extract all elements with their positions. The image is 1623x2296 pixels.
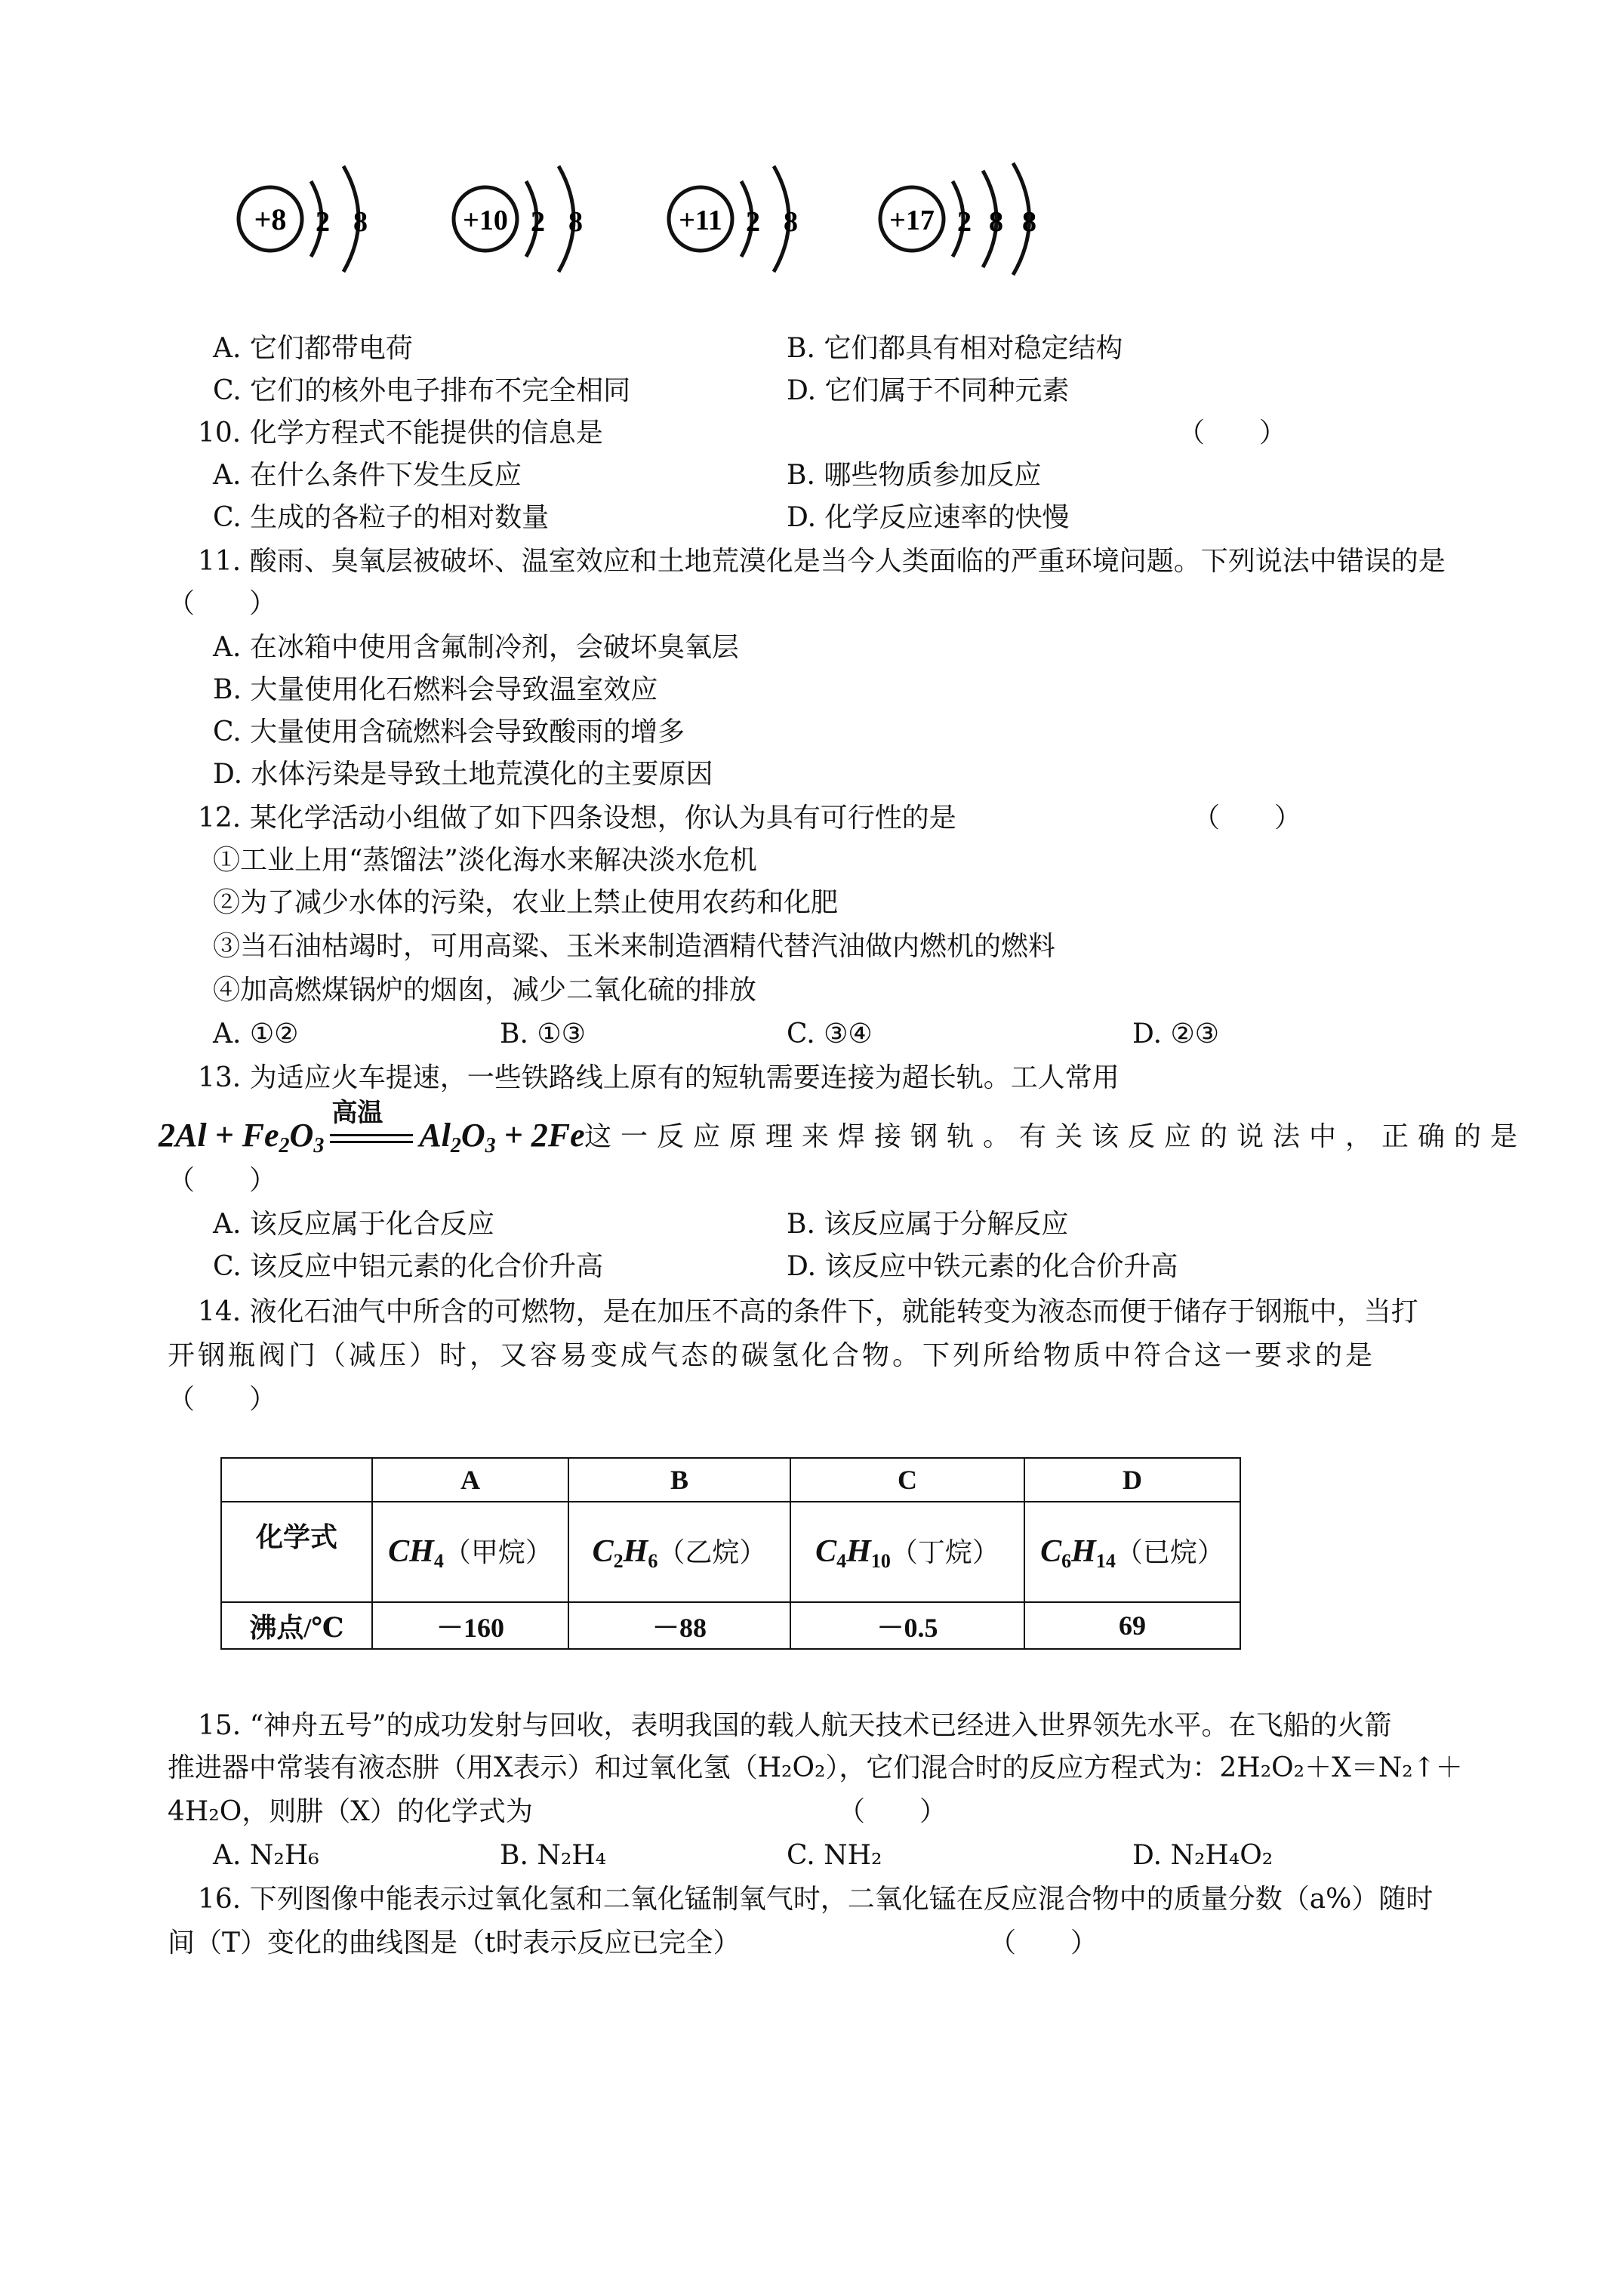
table-header-c: C bbox=[790, 1458, 1024, 1502]
q12-stem: 12. 某化学活动小组做了如下四条设想，你认为具有可行性的是 bbox=[198, 803, 956, 834]
q15-stem-line1: 15. “神舟五号”的成功发射与回收，表明我国的载人航天技术已经进入世界领先水平。在飞船的火箭 bbox=[198, 1710, 1392, 1741]
svg-text:8: 8 bbox=[1022, 206, 1036, 238]
q13-option-b: B. 该反应属于分解反应 bbox=[787, 1209, 1069, 1240]
q11-stem: 11. 酸雨、臭氧层被破坏、温室效应和土地荒漠化是当今人类面临的严重环境问题。下列说法中错误的是 bbox=[198, 546, 1446, 577]
q10-option-b: B. 哪些物质参加反应 bbox=[787, 460, 1042, 491]
q15-option-d: D. N₂H₄O₂ bbox=[1132, 1840, 1273, 1871]
row-label-boiling-point: 沸点/℃ bbox=[221, 1602, 372, 1649]
q13-option-a: A. 该反应属于化合反应 bbox=[213, 1209, 494, 1240]
q12-statement-1: ①工业上用“蒸馏法”淡化海水来解决淡水危机 bbox=[213, 845, 757, 876]
svg-text:2: 2 bbox=[316, 206, 330, 238]
svg-text:8: 8 bbox=[568, 206, 583, 238]
reaction-condition: 高温 bbox=[331, 1097, 383, 1128]
q10-option-a: A. 在什么条件下发生反应 bbox=[213, 460, 522, 491]
q12-option-d: D. ②③ bbox=[1132, 1019, 1220, 1049]
formula-c: $C_4H_{10}$（丁烷） bbox=[790, 1502, 1024, 1602]
svg-text:+11: +11 bbox=[679, 205, 722, 236]
q16-stem-line1: 16. 下列图像中能表示过氧化氢和二氧化锰制氧气时，二氧化锰在反应混合物中的质量分数（a%）随时 bbox=[198, 1884, 1434, 1915]
boiling-point-c: －0.5 bbox=[790, 1602, 1024, 1649]
q11-option-d: D. 水体污染是导致土地荒漠化的主要原因 bbox=[213, 759, 713, 790]
nucleus-label: +8 bbox=[254, 202, 287, 236]
q12-statement-4: ④加高燃煤锅炉的烟囱，减少二氧化硫的排放 bbox=[213, 975, 757, 1006]
svg-text:2: 2 bbox=[957, 206, 972, 238]
formula-a: $CH_4$（甲烷） bbox=[372, 1502, 568, 1602]
q12-option-c: C. ③④ bbox=[787, 1019, 873, 1049]
q12-option-b: B. ①③ bbox=[500, 1019, 586, 1049]
q15-option-c: C. NH₂ bbox=[787, 1840, 882, 1871]
atom-diagram-4 bbox=[868, 159, 1110, 279]
table-header-b: B bbox=[568, 1458, 790, 1502]
q12-option-a: A. ①② bbox=[213, 1019, 299, 1049]
q13-option-c: C. 该反应中铝元素的化合价升高 bbox=[213, 1251, 604, 1282]
q16-stem-line2: 间（T）变化的曲线图是（t时表示反应已完全） bbox=[168, 1928, 741, 1959]
q13-answer-paren: （ ） bbox=[168, 1165, 277, 1196]
atom-diagram-3 bbox=[657, 159, 853, 279]
q9-option-b: B. 它们都具有相对稳定结构 bbox=[787, 333, 1123, 364]
table-header-a: A bbox=[372, 1458, 568, 1502]
q10-option-c: C. 生成的各粒子的相对数量 bbox=[213, 502, 550, 533]
formula-b: $C_2H_6$（乙烷） bbox=[568, 1502, 790, 1602]
q10-answer-paren: （ ） bbox=[1178, 418, 1287, 448]
atom-diagram-2 bbox=[442, 159, 638, 279]
q15-option-a: A. N₂H₆ bbox=[213, 1840, 319, 1871]
q14-stem-line1: 14. 液化石油气中所含的可燃物，是在加压不高的条件下，就能转变为液态而便于储存于钢瓶中，当打 bbox=[198, 1296, 1418, 1327]
q13-stem: 13. 为适应火车提速，一些铁路线上原有的短轨需要连接为超长轨。工人常用 bbox=[198, 1062, 1119, 1093]
q13-stem-tail: 这一反应原理来焊接钢轨。有关该反应的说法中，正确的是 bbox=[584, 1121, 1527, 1152]
q12-answer-paren: （ ） bbox=[1193, 803, 1302, 834]
svg-text:2: 2 bbox=[531, 206, 545, 238]
svg-text:8: 8 bbox=[989, 206, 1003, 238]
q11-option-b: B. 大量使用化石燃料会导致温室效应 bbox=[213, 674, 658, 705]
q16-answer-paren: （ ） bbox=[989, 1928, 1098, 1959]
q10-option-d: D. 化学反应速率的快慢 bbox=[787, 502, 1070, 533]
svg-text:8: 8 bbox=[784, 206, 798, 238]
boiling-point-a: －160 bbox=[372, 1602, 568, 1649]
q12-statement-2: ②为了减少水体的污染，农业上禁止使用农药和化肥 bbox=[213, 887, 839, 918]
q14-answer-paren: （ ） bbox=[168, 1384, 277, 1415]
q9-option-c: C. 它们的核外电子排布不完全相同 bbox=[213, 375, 631, 406]
q11-answer-paren: （ ） bbox=[168, 588, 277, 619]
q11-option-c: C. 大量使用含硫燃料会导致酸雨的增多 bbox=[213, 717, 685, 747]
table-header-d: D bbox=[1024, 1458, 1240, 1502]
q15-answer-paren: （ ） bbox=[838, 1796, 947, 1827]
boiling-point-b: －88 bbox=[568, 1602, 790, 1649]
svg-text:+10: +10 bbox=[463, 205, 508, 236]
formula-d: $C_6H_{14}$（已烷） bbox=[1024, 1502, 1240, 1602]
atom-diagram-1 bbox=[226, 159, 423, 279]
row-label-formula: 化学式 bbox=[221, 1502, 372, 1602]
q13-option-d: D. 该反应中铁元素的化合价升高 bbox=[787, 1251, 1178, 1282]
q14-stem-line2: 开钢瓶阀门（减压）时，又容易变成气态的碳氢化合物。下列所给物质中符合这一要求的是 bbox=[168, 1340, 1376, 1371]
q13-equation: $2Al + Fe_2O_3$ 高温 $Al_2O_3 + 2Fe$ bbox=[159, 1116, 585, 1158]
svg-text:2: 2 bbox=[746, 206, 760, 238]
boiling-point-d: 69 bbox=[1024, 1602, 1240, 1649]
q15-option-b: B. N₂H₄ bbox=[500, 1840, 607, 1871]
table-corner bbox=[221, 1458, 372, 1502]
q11-option-a: A. 在冰箱中使用含氟制冷剂，会破坏臭氧层 bbox=[213, 632, 739, 663]
q12-statement-3: ③当石油枯竭时，可用高粱、玉米来制造酒精代替汽油做内燃机的燃料 bbox=[213, 931, 1056, 962]
svg-text:8: 8 bbox=[353, 206, 368, 238]
hydrocarbon-table bbox=[220, 1457, 1241, 1650]
q15-stem-line3: 4H₂O，则肼（X）的化学式为 bbox=[168, 1796, 533, 1827]
svg-text:+17: +17 bbox=[889, 205, 935, 236]
q9-option-d: D. 它们属于不同种元素 bbox=[787, 375, 1070, 406]
q10-stem: 10. 化学方程式不能提供的信息是 bbox=[198, 418, 603, 448]
q15-stem-line2: 推进器中常装有液态肼（用X表示）和过氧化氢（H₂O₂），它们混合时的反应方程式为：2H₂O₂＋X＝N₂↑＋ bbox=[168, 1752, 1463, 1783]
q9-option-a: A. 它们都带电荷 bbox=[213, 333, 413, 364]
